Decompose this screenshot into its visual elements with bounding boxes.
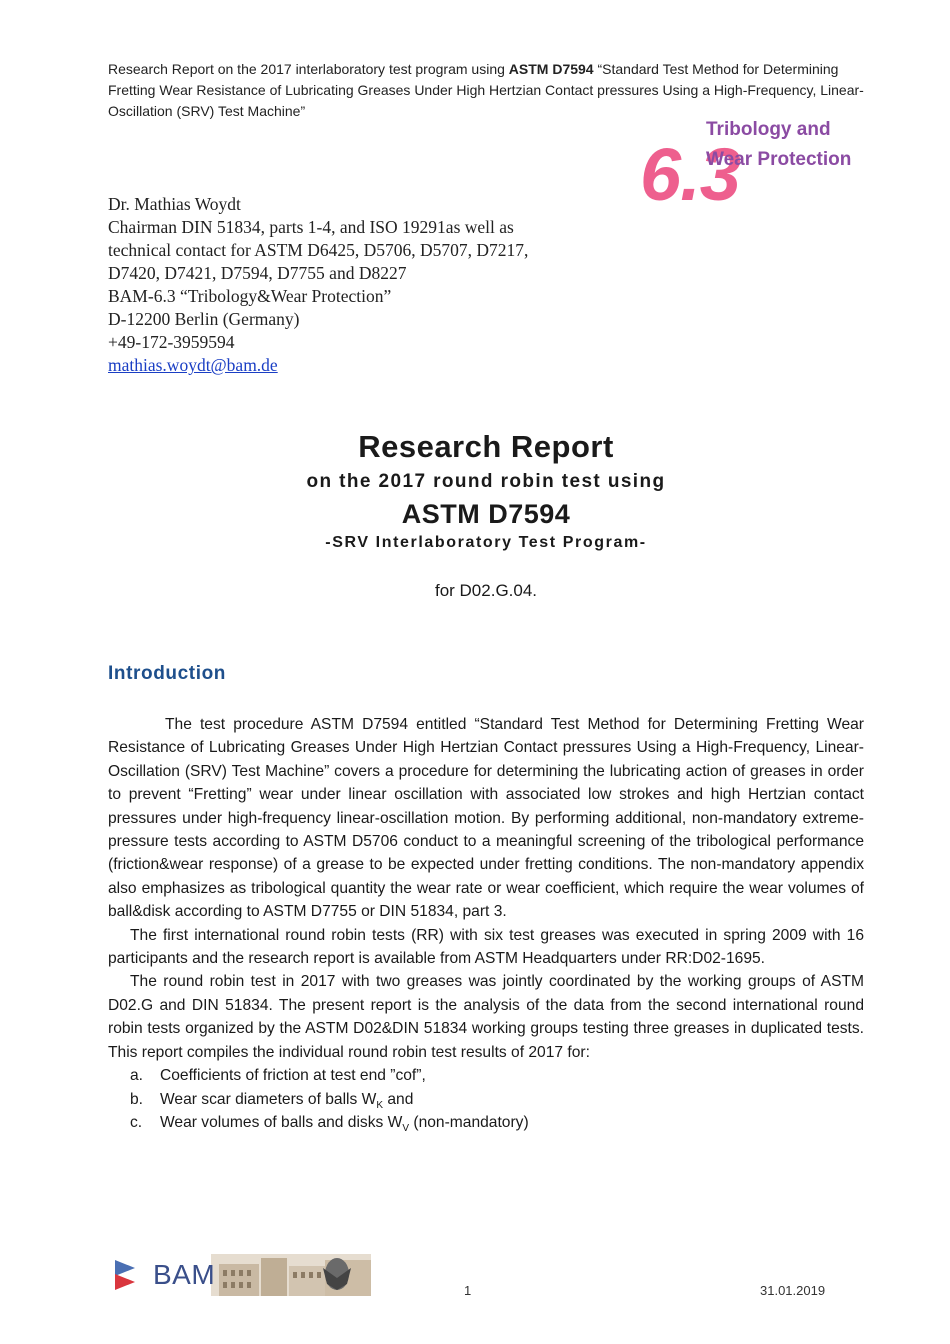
bam-logo-text: BAM: [153, 1259, 216, 1290]
report-program: -SRV Interlaboratory Test Program-: [325, 534, 647, 551]
author-city: D-12200 Berlin (Germany): [108, 309, 300, 329]
logo-text-line1: Tribology and: [706, 119, 831, 140]
author-phone: +49-172-3959594: [108, 332, 235, 352]
header-prefix: Research Report on the 2017 interlaboratory test program using: [108, 61, 509, 77]
paragraph: The round robin test in 2017 with two greases was jointly coordinated by the working groups of ASTM D02.G and DIN 51834. The present report is the analysis of the data from the second international round robin tests organized by the ASTM D02&DIN 51834 working groups testing three greases in duplicated tests. This report compiles the individual round robin test results of 2017 for:: [108, 973, 864, 1061]
result-list: [108, 1064, 864, 1134]
list-item: [108, 1088, 864, 1111]
bam-arrow-icon: [115, 1260, 135, 1290]
footer-date: 31.01.2019: [760, 1283, 826, 1298]
list-item-text: Wear volumes of balls and disks W: [160, 1113, 403, 1131]
list-item-text-after: (non-mandatory): [409, 1113, 529, 1131]
page-number: 1: [464, 1283, 472, 1298]
author-email-link[interactable]: mathias.woydt@bam.de: [108, 355, 278, 375]
paragraph: The first international round robin tests (RR) with six test greases was executed in spring 2009 with 16 participants and the research report is available from ASTM Headquarters under RR:D02-1695.: [108, 926, 864, 968]
author-role-line: technical contact for ASTM D6425, D5706, D5707, D7217,: [108, 240, 529, 260]
author-role-line: D7420, D7421, D7594, D7755 and D8227: [108, 263, 407, 283]
list-item: [108, 1064, 864, 1087]
document-header: [108, 59, 868, 122]
bam-logo: [111, 1250, 373, 1298]
paragraph: The test procedure ASTM D7594 entitled “Standard Test Method for Determining Fretting Wear Resistance of Lubricating Greases Under High Hertzian Contact pressures Using a High-Frequency, Linear-Oscillation (SRV) Test Machine” covers a procedure for determining the lubricating action of greases in order to prevent “Fretting” wear under linear oscillation with associated low strokes and high Hertzian contact pressures under high-frequency linear-oscillation motion. By performing additional, non-mandatory extreme-pressure tests according to ASTM D5706 conduct to a meaningful screening of the tribological performance (friction&wear response) of a grease to be expected under fretting conditions. The non-mandatory appendix also emphasizes as tribological quantity the wear rate or wear coefficient, which require the wear volumes of ball&disk according to ASTM D7755 or DIN 51834, part 3.: [108, 716, 864, 921]
subscript: K: [376, 1099, 384, 1111]
list-item: [108, 1111, 864, 1134]
bam-building-image: [111, 1250, 373, 1298]
list-marker: b.: [130, 1090, 144, 1108]
logo-number: 6.3: [640, 133, 740, 216]
report-title: Research Report: [358, 429, 614, 464]
list-marker: c.: [130, 1113, 143, 1131]
header-suffix: “Standard Test Method for Determining Fretting Wear Resistance of Lubricating Greases Under High Hertzian Contact pressures Using a High-Frequency, Linear-Oscillation (SRV) Test Machine”: [108, 61, 864, 119]
title-block: [108, 428, 864, 602]
subscript: V: [402, 1123, 410, 1135]
author-department: BAM-6.3 “Tribology&Wear Protection”: [108, 286, 392, 306]
introduction-body: [108, 713, 864, 1134]
list-item-text-after: and: [383, 1090, 414, 1108]
report-committee: for D02.G.04.: [434, 581, 538, 600]
list-marker: a.: [130, 1067, 144, 1085]
author-contact: [108, 193, 628, 377]
report-subtitle: on the 2017 round robin test using: [306, 471, 666, 492]
header-standard: ASTM D7594: [508, 61, 594, 77]
department-logo: [640, 115, 890, 220]
author-name: Dr. Mathias Woydt: [108, 194, 241, 214]
section-heading-introduction: Introduction: [108, 663, 227, 684]
list-item-text: Wear scar diameters of balls W: [160, 1090, 377, 1108]
author-role-line: Chairman DIN 51834, parts 1-4, and ISO 19291as well as: [108, 217, 514, 237]
list-item-text: Coefficients of friction at test end ”cof”,: [160, 1067, 426, 1085]
report-standard: ASTM D7594: [401, 499, 571, 529]
logo-text-line2: Wear Protection: [706, 149, 852, 170]
